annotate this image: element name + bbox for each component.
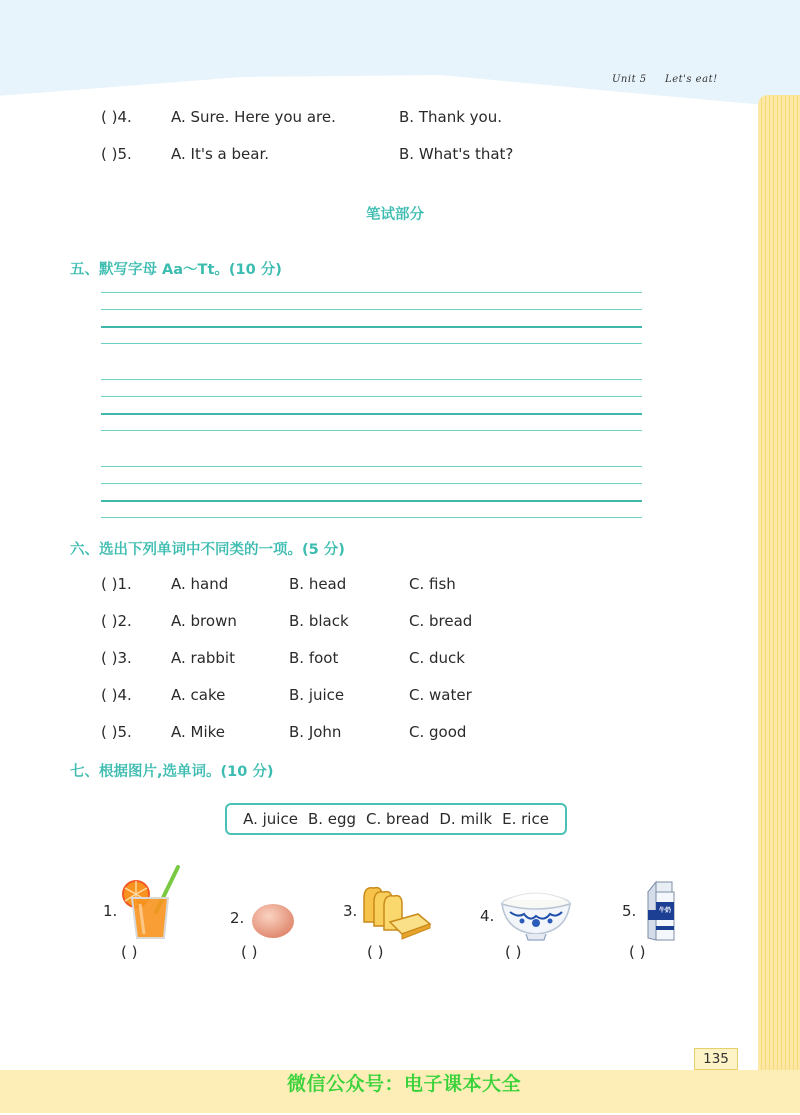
answer-paren[interactable]: ( ): [629, 943, 646, 961]
page-background: [0, 75, 800, 1115]
page-number: 135: [694, 1048, 738, 1070]
option-a: A. cake: [171, 686, 226, 704]
option-b: B. Thank you.: [399, 108, 502, 126]
guide-line: [101, 517, 642, 518]
answer-paren[interactable]: ( ): [121, 943, 138, 961]
option-a: A. hand: [171, 575, 229, 593]
unit-title: Let's eat!: [665, 74, 718, 85]
option-c: C. fish: [409, 575, 456, 593]
written-part-title: 笔试部分: [366, 207, 424, 223]
option-b: B. What's that?: [399, 145, 514, 163]
option-b: B. John: [289, 723, 342, 741]
guide-line: [101, 396, 642, 397]
word-option: A. juice: [243, 810, 298, 828]
question-number: 3.: [117, 649, 132, 667]
section-5-title: 五、默写字母 Aa～Tt。(10 分): [70, 262, 282, 278]
egg-icon: [250, 902, 296, 940]
question-number: 5.: [117, 145, 132, 163]
word-option: C. bread: [366, 810, 430, 828]
answer-paren[interactable]: ( ): [241, 943, 258, 961]
milk-label: 牛奶: [658, 907, 671, 914]
picture-number: 1.: [103, 902, 118, 920]
question-number: 2.: [117, 612, 132, 630]
odd-one-out-item-4: [101, 686, 132, 704]
watermark-text: 微信公众号：电子课本大全: [287, 1073, 522, 1095]
option-a: A. rabbit: [171, 649, 235, 667]
odd-one-out-item-5: [101, 723, 132, 741]
page-stack-edge: [758, 95, 800, 1113]
answer-paren[interactable]: ( ): [101, 723, 118, 741]
option-b: B. head: [289, 575, 347, 593]
odd-one-out-item-3: [101, 649, 132, 667]
question-number: 1.: [117, 575, 132, 593]
answer-paren[interactable]: ( ): [101, 686, 118, 704]
guide-line: [101, 466, 642, 467]
answer-paren[interactable]: ( ): [101, 612, 118, 630]
unit-label: Unit 5: [612, 74, 647, 85]
option-a: A. Mike: [171, 723, 226, 741]
picture-number: 5.: [622, 902, 637, 920]
option-c: C. bread: [409, 612, 473, 630]
section-7-title: 七、根据图片,选单词。(10 分): [70, 764, 274, 780]
guide-line: [101, 309, 642, 310]
option-a: A. It's a bear.: [171, 145, 270, 163]
listening-item-5: [101, 145, 132, 163]
answer-paren[interactable]: ( ): [101, 108, 118, 126]
guide-line: [101, 430, 642, 431]
option-b: B. foot: [289, 649, 339, 667]
bread-icon: [360, 884, 432, 942]
rice-bowl-icon: [498, 888, 574, 942]
question-number: 4.: [117, 108, 132, 126]
answer-paren[interactable]: ( ): [101, 575, 118, 593]
word-option: E. rice: [502, 810, 549, 828]
guide-line: [101, 343, 642, 344]
option-c: C. duck: [409, 649, 465, 667]
picture-number: 2.: [230, 909, 245, 927]
milk-carton-icon: [642, 880, 678, 942]
option-b: B. black: [289, 612, 349, 630]
guide-line: [101, 292, 642, 293]
base-line: [101, 326, 642, 328]
option-a: A. brown: [171, 612, 237, 630]
picture-number: 3.: [343, 902, 358, 920]
picture-number: 4.: [480, 907, 495, 925]
question-number: 5.: [117, 723, 132, 741]
word-option: B. egg: [307, 810, 357, 828]
option-b: B. juice: [289, 686, 345, 704]
base-line: [101, 500, 642, 502]
option-c: C. good: [409, 723, 467, 741]
answer-paren[interactable]: ( ): [505, 943, 522, 961]
guide-line: [101, 379, 642, 380]
question-number: 4.: [117, 686, 132, 704]
word-bank: [225, 803, 567, 835]
answer-paren[interactable]: ( ): [101, 649, 118, 667]
option-a: A. Sure. Here you are.: [171, 108, 336, 126]
listening-item-4: [101, 108, 132, 126]
option-c: C. water: [409, 686, 472, 704]
section-6-title: 六、选出下列单词中不同类的一项。(5 分): [70, 542, 345, 558]
answer-paren[interactable]: ( ): [367, 943, 384, 961]
base-line: [101, 413, 642, 415]
guide-line: [101, 483, 642, 484]
orange-juice-icon: [118, 864, 182, 942]
odd-one-out-item-1: [101, 575, 132, 593]
odd-one-out-item-2: [101, 612, 132, 630]
answer-paren[interactable]: ( ): [101, 145, 118, 163]
word-option: D. milk: [439, 810, 493, 828]
running-header: [612, 74, 718, 85]
